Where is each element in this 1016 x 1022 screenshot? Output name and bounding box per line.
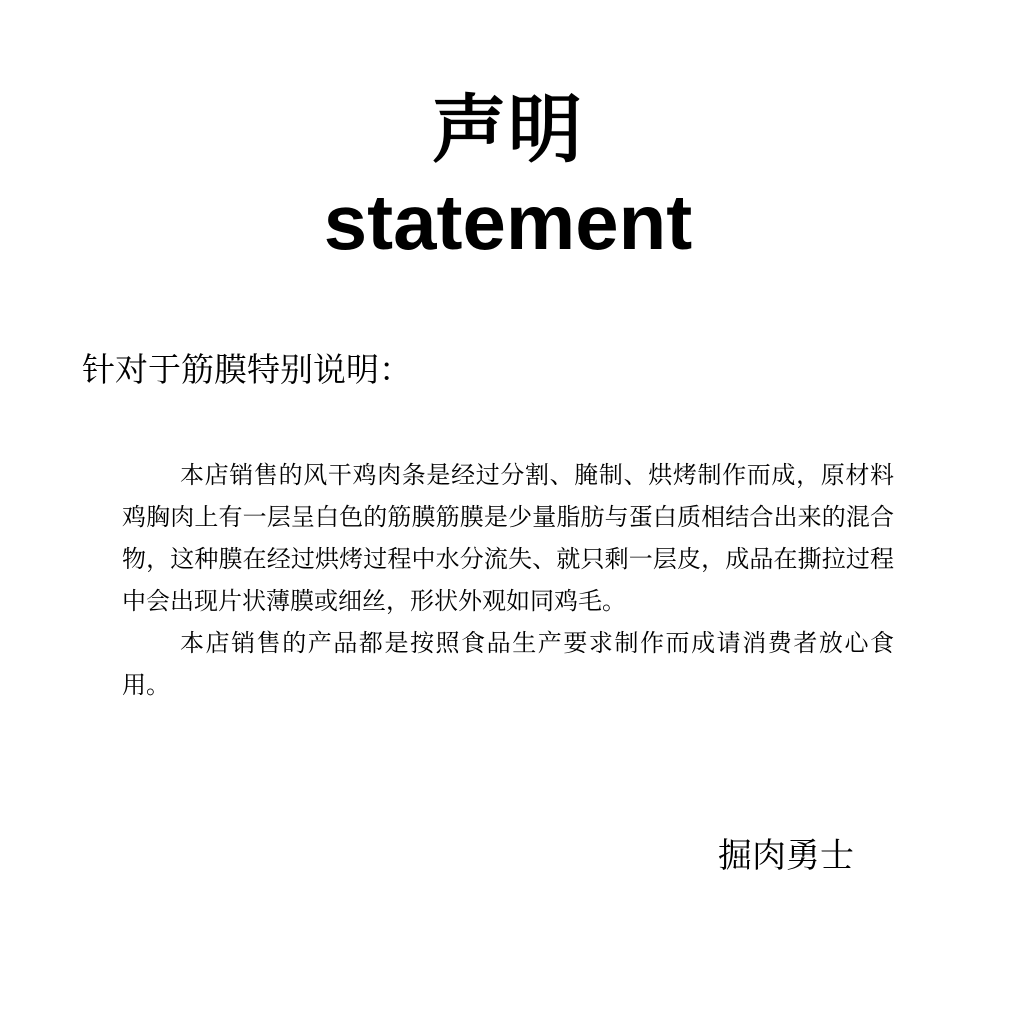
statement-body: [122, 454, 894, 706]
signature: 掘肉勇士: [718, 836, 854, 876]
body-paragraph-1: 本店销售的风干鸡肉条是经过分割、腌制、烘烤制作而成，原材料鸡胸肉上有一层呈白色的筋膜筋膜是少量脂肪与蛋白质相结合出来的混合物，这种膜在经过烘烤过程中水分流失、就只剩一层皮，成品在撕拉过程中会出现片状薄膜或细丝，形状外观如同鸡毛。: [122, 461, 894, 615]
body-paragraph-2: 本店销售的产品都是按照食品生产要求制作而成请消费者放心食用。: [122, 629, 894, 699]
page-title-english: statement: [323, 178, 693, 266]
page-title-chinese: 声明: [432, 87, 584, 173]
section-heading: 针对于筋膜特别说明：: [82, 350, 412, 389]
